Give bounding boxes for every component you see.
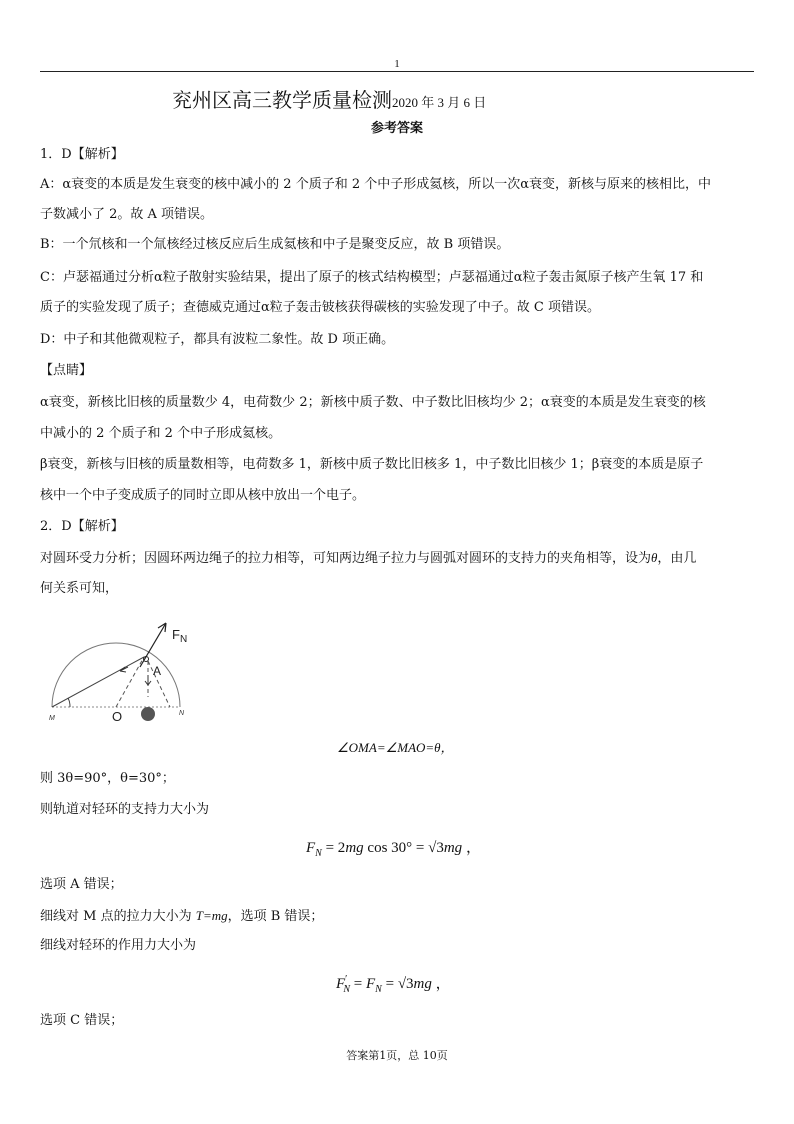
ring-force-diagram (40, 615, 200, 727)
q1-tip-line4: 核中一个中子变成质子的同时立即从核中放出一个电子。 (40, 488, 366, 503)
q1-tip-line1: α衰变，新核比旧核的质量数少 4，电荷数少 2；新核中质子数、中子数比旧核均少 2；α衰变的本质是发生衰变的核 (40, 395, 706, 410)
q2-para-text: 对圆环受力分析；因圆环两边绳子的拉力相等，可知两边绳子拉力与圆弧对圆环的支持力的夹角相等，设为 (40, 551, 652, 566)
document-title (172, 84, 486, 113)
angle-equation: ∠OMA=∠MAO=θ， (337, 740, 454, 755)
page-number: 1 (394, 58, 400, 70)
support-force-intro: 则轨道对轻环的支持力大小为 (40, 802, 210, 817)
q1-option-d: D：中子和其他微观粒子，都具有波粒二象性。故 D 项正确。 (40, 332, 395, 347)
q1-option-c-line1: C：卢瑟福通过分析α粒子散射实验结果，提出了原子的核式结构模型；卢瑟福通过α粒子轰击氮原子核产生氧 17 和 (40, 270, 704, 285)
title-date: 2020 年 3 月 6 日 (392, 95, 487, 110)
q1-option-c-line2: 质子的实验发现了质子；查德威克通过α粒子轰击铍核获得碳核的实验发现了中子。故 C 项错误。 (40, 300, 600, 315)
q2-para-line1 (40, 549, 696, 568)
ring-force-formula: $F'_N = F_N = √3mg$ ， (336, 974, 451, 995)
option-a-result: 选项 A 错误； (40, 877, 123, 892)
q2-para-line2: 何关系可知， (40, 581, 119, 596)
page-footer: 答案第1页，总 10页 (346, 1049, 448, 1062)
label-n: N (179, 710, 185, 717)
label-m: M (49, 715, 55, 722)
hanging-ball (141, 707, 155, 721)
ring-force-intro: 细线对轻环的作用力大小为 (40, 938, 197, 953)
q2-para-end: ，由几 (657, 551, 697, 566)
option-c-result: 选项 C 错误； (40, 1013, 124, 1028)
title-text: 兖州区高三教学质量检测 (172, 88, 392, 112)
tension-arrow-left (120, 667, 128, 672)
q1-option-a-line1: A：α衰变的本质是发生衰变的核中减小的 2 个质子和 2 个中子形成氦核，所以一次α衰变，新核与原来的核相比，中 (40, 177, 712, 192)
answer-heading: 参考答案 (370, 121, 423, 136)
q1-option-a-line2: 子数减小了 2。故 A 项错误。 (40, 207, 214, 222)
angle-mark-m (68, 698, 70, 707)
label-a: A (153, 664, 162, 678)
support-force-formula: $F_N = 2mg$ cos 30° = √3mg ， (306, 840, 481, 859)
q1-option-b: B：一个氘核和一个氚核经过核反应后生成氦核和中子是聚变反应，故 B 项错误。 (40, 237, 510, 252)
q1-tip-heading: 【点睛】 (40, 363, 93, 378)
q1-tip-line3: β衰变，新核与旧核的质量数相等，电荷数多 1，新核中质子数比旧核多 1，中子数比旧核少 1；β衰变的本质是原子 (40, 457, 704, 472)
q1-tip-line2: 中减小的 2 个质子和 2 个中子形成氦核。 (40, 426, 282, 441)
q1-heading: 1．D【解析】 (40, 147, 124, 162)
q2-heading: 2．D【解析】 (40, 519, 124, 534)
tension-line: 细线对 M 点的拉力大小为 T=mg，选项 B 错误； (40, 908, 324, 924)
then-equation: 则 3θ=90°，θ=30°； (40, 771, 175, 786)
label-o: O (112, 709, 123, 724)
tension-arrow-down (145, 675, 151, 685)
header-rule (40, 71, 754, 72)
q2-theta: θ (651, 550, 658, 565)
label-fn: $F_N$ (172, 627, 188, 645)
